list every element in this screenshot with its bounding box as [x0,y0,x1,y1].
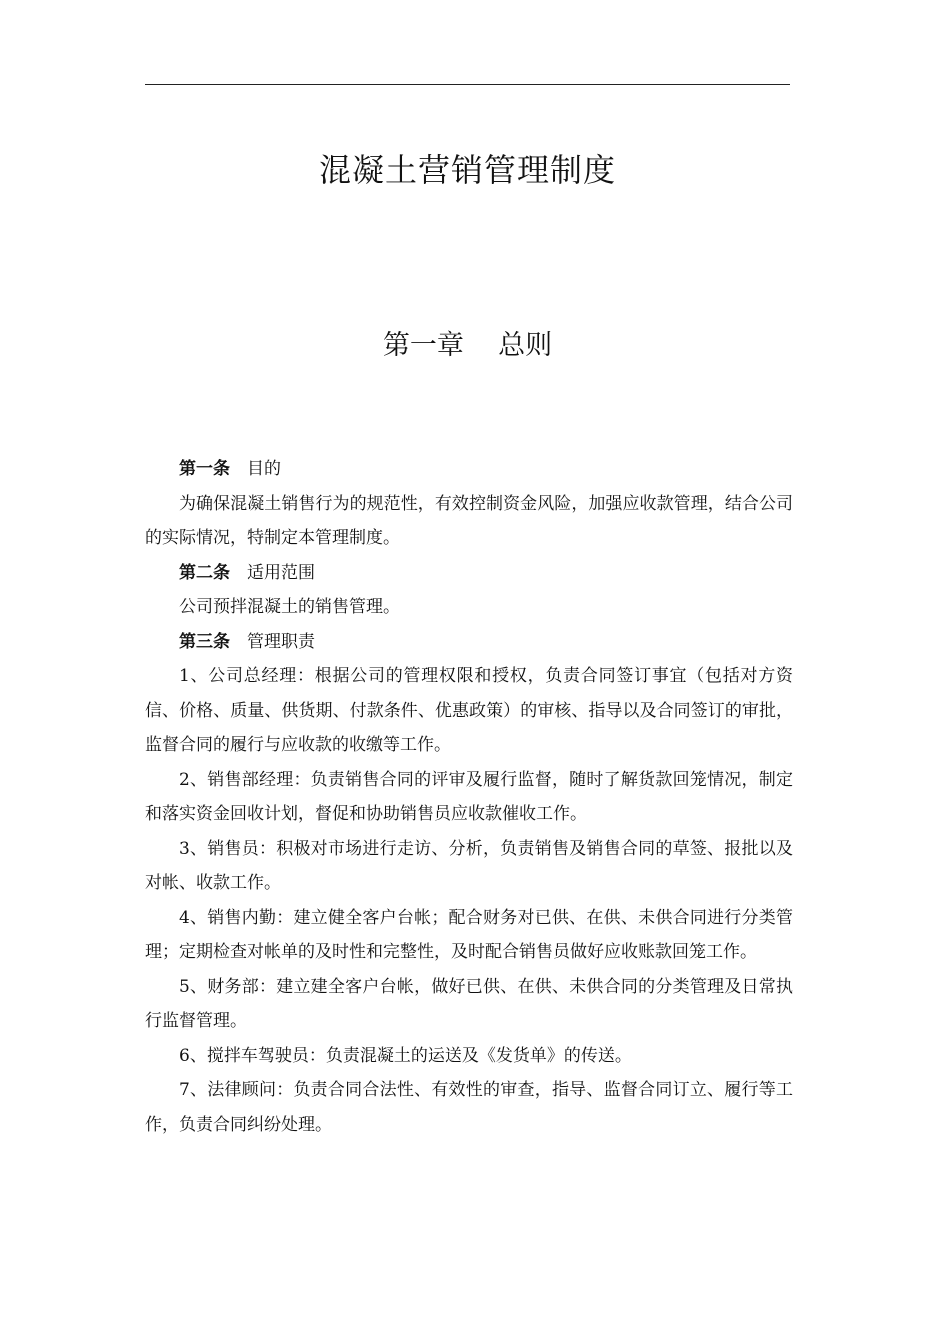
article-name: 管理职责 [247,631,315,652]
article-heading [145,625,793,660]
article-paragraph: 为确保混凝土销售行为的规范性，有效控制资金风险，加强应收款管理，结合公司的实际情况，特制定本管理制度。 [145,493,793,548]
responsibility-item: 1、公司总经理：根据公司的管理权限和授权，负责合同签订事宜（包括对方资信、价格、质量、供货期、付款条件、优惠政策）的审核、指导以及合同签订的审批，监督合同的履行与应收款的收缴等工作。 [145,666,793,755]
responsibility-item: 4、销售内勤：建立健全客户台帐；配合财务对已供、在供、未供合同进行分类管理；定期检查对帐单的及时性和完整性，及时配合销售员做好应收账款回笼工作。 [145,907,793,962]
responsibility-item: 7、法律顾问：负责合同合法性、有效性的审查，指导、监督合同订立、履行等工作，负责合同纠纷处理。 [145,1080,793,1135]
chapter-title: 第一章 总则 [382,330,553,361]
article-number: 第二条 [179,562,230,583]
article-heading [145,556,793,591]
article-name: 适用范围 [247,562,315,583]
article-name: 目的 [247,459,281,479]
responsibility-item: 3、销售员：积极对市场进行走访、分析，负责销售及销售合同的草签、报批以及对帐、收款工作。 [145,838,793,893]
document-body [145,452,793,1142]
article-number: 第一条 [179,459,230,479]
document-title: 混凝土营销管理制度 [318,151,616,189]
article-heading [145,452,793,487]
article-paragraph: 公司预拌混凝土的销售管理。 [179,597,400,617]
responsibility-item: 5、财务部：建立建全客户台帐，做好已供、在供、未供合同的分类管理及日常执行监督管理。 [145,976,793,1031]
article-number: 第三条 [179,631,230,652]
header-rule [145,84,790,85]
responsibility-item: 6、搅拌车驾驶员：负责混凝土的运送及《发货单》的传送。 [179,1045,632,1066]
responsibility-item: 2、销售部经理：负责销售合同的评审及履行监督，随时了解货款回笼情况，制定和落实资金回收计划，督促和协助销售员应收款催收工作。 [145,769,793,824]
